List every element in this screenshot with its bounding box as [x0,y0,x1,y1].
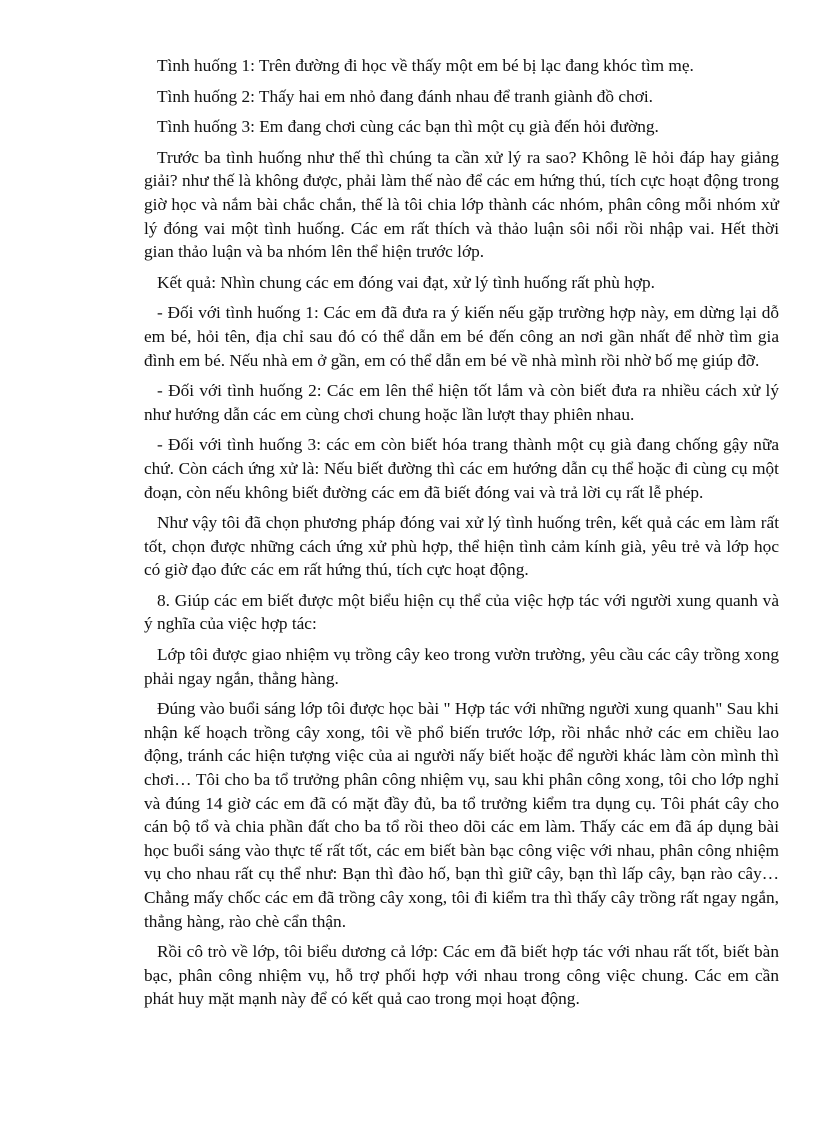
situation-3-outcome: - Đối với tình huống 3: các em còn biết hóa trang thành một cụ già đang chống gậy nữa chứ. Còn cách ứng xử là: Nếu biết đường thì các em hướng dẫn cụ thể hoặc đi cùng cụ một đoạn, còn nếu không biết đường các em đã biết đóng vai và trả lời cụ rất lễ phép. [144,435,779,502]
closing-praise-paragraph: Rồi cô trò về lớp, tôi biểu dương cả lớp: Các em đã biết hợp tác với nhau rất tốt, biết bàn bạc, phân công nhiệm vụ, hỗ trợ phối hợp với nhau trong công việc chung. Các em cần phát huy mặt mạnh này để có kết quả cao trong mọi hoạt động. [144,942,779,1009]
method-conclusion-paragraph: Như vậy tôi đã chọn phương pháp đóng vai xử lý tình huống trên, kết quả các em làm rất tốt, chọn được những cách ứng xử phù hợp, thể hiện tình cảm kính già, yêu trẻ và lớp học có giờ đạo đức các em rất hứng thú, tích cực hoạt động. [144,513,779,580]
situation-3: Tình huống 3: Em đang chơi cùng các bạn thì một cụ già đến hỏi đường. [157,117,659,137]
situation-1-outcome: - Đối với tình huống 1: Các em đã đưa ra ý kiến nếu gặp trường hợp này, em dừng lại dỗ em bé, hỏi tên, địa chỉ sau đó có thể dẫn em bé đến công an nơi gần nhất để nhờ tìm gia đình em bé. Nếu nhà em ở gần, em có thể dẫn em bé về nhà mình rồi nhờ bố mẹ giúp đỡ. [144,303,779,370]
situation-2: Tình huống 2: Thấy hai em nhỏ đang đánh nhau để tranh giành đồ chơi. [157,86,653,106]
tree-planting-task-paragraph: Lớp tôi được giao nhiệm vụ trồng cây keo trong vườn trường, yêu cầu các cây trồng xong phải ngay ngắn, thẳng hàng. [144,645,779,688]
cooperation-lesson-paragraph: Đúng vào buổi sáng lớp tôi được học bài " Hợp tác với những người xung quanh" Sau khi nhận kế hoạch trồng cây xong, tôi về phổ biến trước lớp, rồi nhắc nhở các em chiều lao động, tránh các hiện tượng việc của ai người nấy biết hoặc để người khác làm còn mình thì chơi… Tôi cho ba tổ trưởng phân công nhiệm vụ, sau khi phân công xong, tôi cho lớp nghỉ và đúng 14 giờ các em đã có mặt đầy đủ, ba tổ trưởng kiểm tra dụng cụ. Tôi phát cây cho cán bộ tổ và chia phần đất cho ba tổ rồi theo dõi các em làm. Thấy các em đã áp dụng bài học buổi sáng vào thực tế rất tốt, các em biết bàn bạc công việc với nhau, phân công nhiệm vụ cho nhau rất cụ thể như: Bạn thì đào hố, bạn thì giữ cây, bạn thì lấp cây, bạn rào cây… Chẳng mấy chốc các em đã trồng cây xong, tôi đi kiểm tra thì thấy cây trồng rất ngay ngắn, thẳng hàng, rào chè cẩn thận. [144,699,779,931]
document-page [144,54,779,1018]
results-paragraph: Kết quả: Nhìn chung các em đóng vai đạt, xử lý tình huống rất phù hợp. [157,272,655,292]
situation-2-outcome: - Đối với tình huống 2: Các em lên thể hiện tốt lắm và còn biết đưa ra nhiều cách xử lý như hướng dẫn các em cùng chơi chung hoặc lần lượt thay phiên nhau. [144,381,779,424]
situation-1: Tình huống 1: Trên đường đi học về thấy một em bé bị lạc đang khóc tìm mẹ. [157,56,694,75]
section-8-heading: 8. Giúp các em biết được một biểu hiện cụ thể của việc hợp tác với người xung quanh và ý nghĩa của việc hợp tác: [144,590,779,634]
role-play-method-paragraph: Trước ba tình huống như thế thì chúng ta cần xử lý ra sao? Không lẽ hỏi đáp hay giảng giải? như thế là không được, phải làm thế nào để các em hứng thú, tích cực hoạt động trong giờ học và nắm bài chắc chắn, thế là tôi chia lớp thành các nhóm, phân công mỗi nhóm xử lý đóng vai một tình huống. Các em rất thích và thảo luận sôi nổi rồi nhập vai. Hết thời gian thảo luận và ba nhóm lên thể hiện trước lớp. [144,147,779,262]
